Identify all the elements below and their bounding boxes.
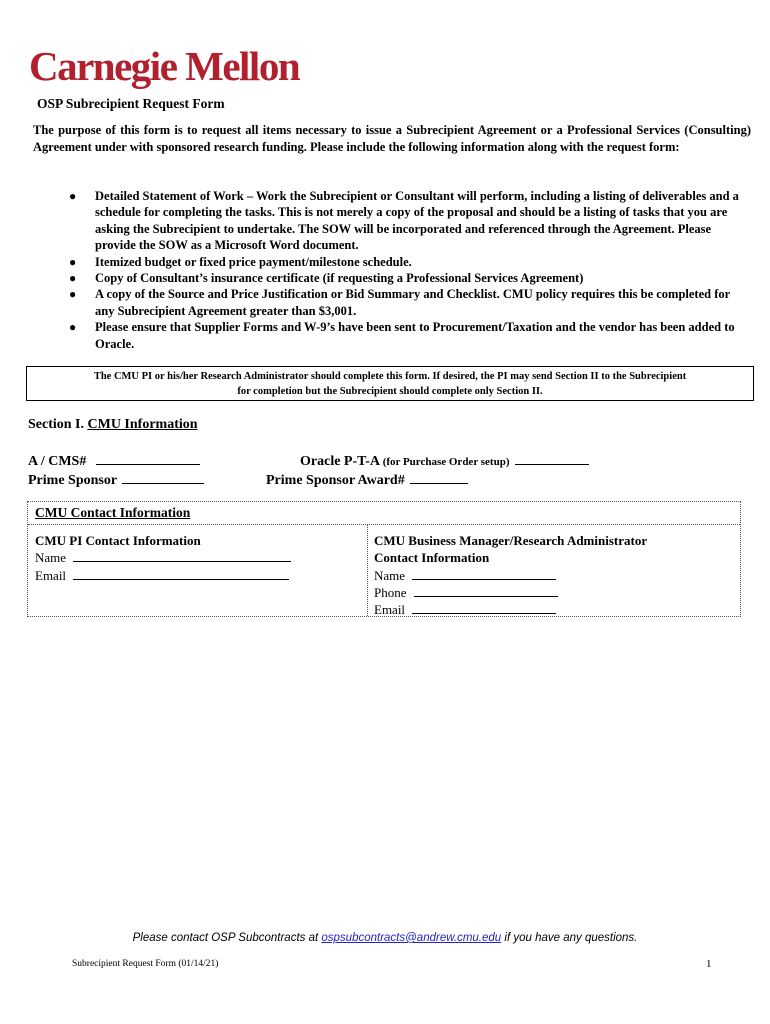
list-item-text: A copy of the Source and Price Justification or Bid Summary and Checklist. CMU policy requires this be completed for any Subrecipient Agreement greater than $3,001. (95, 287, 730, 318)
completion-notice (26, 366, 754, 401)
prime-sponsor-award-label: Prime Sponsor Award# (266, 473, 405, 488)
bm-phone-label: Phone (374, 584, 407, 600)
contact-info-header: CMU Contact Information (35, 505, 191, 520)
section-1-heading (28, 417, 198, 433)
bullet-icon: ● (69, 271, 77, 286)
bm-contact-title-line-1: CMU Business Manager/Research Administrator (374, 533, 648, 548)
pta-field (300, 452, 589, 470)
bm-email-row (374, 601, 647, 618)
bm-phone-input-line[interactable] (414, 584, 558, 597)
page-number: 1 (706, 958, 712, 970)
notice-line-1: The CMU PI or his/her Research Administrator should complete this form. If desired, the PI may send Section II to the Subrecipient (93, 371, 687, 382)
form-version: Subrecipient Request Form (01/14/21) (72, 959, 219, 969)
bm-contact-title-line-2: Contact Information (374, 550, 490, 566)
bm-name-label: Name (374, 567, 406, 583)
pi-contact-title: CMU PI Contact Information (35, 533, 201, 548)
pi-email-input-line[interactable] (73, 567, 289, 580)
prime-sponsor-input-line[interactable] (122, 471, 204, 484)
pi-name-row (35, 549, 291, 566)
footer-contact-suffix: if you have any questions. (504, 932, 638, 944)
pi-email-label: Email (35, 567, 67, 583)
pta-note: (for Purchase Order setup) (382, 456, 510, 468)
requirements-list (69, 188, 747, 352)
list-item (69, 270, 747, 286)
list-item-text: Copy of Consultant’s insurance certificate (if requesting a Professional Services Agreement) (95, 271, 584, 286)
acms-field (28, 452, 200, 470)
pi-email-row (35, 567, 291, 584)
list-item (69, 254, 747, 270)
acms-label: A / CMS# (28, 454, 87, 469)
list-item-text: Itemized budget or fixed price payment/milestone schedule. (95, 254, 412, 269)
bullet-icon: ● (69, 287, 77, 302)
list-item (69, 286, 747, 319)
form-title: OSP Subrecipient Request Form (37, 96, 225, 111)
bm-name-input-line[interactable] (412, 567, 556, 580)
intro-paragraph: The purpose of this form is to request all items necessary to issue a Subrecipient Agreement or a Professional Services (Consulting) Agreement under with sponsored research funding. Please include the following information along with the request form: (33, 123, 751, 154)
prime-sponsor-field (28, 471, 204, 489)
table-divider-horizontal (28, 524, 740, 525)
footer-contact-line (0, 932, 770, 944)
list-item-text: Please ensure that Supplier Forms and W-9’s have been sent to Procurement/Taxation and the vendor has been added to Oracle. (95, 320, 735, 351)
list-item-text: Detailed Statement of Work – Work the Subrecipient or Consultant will perform, including a listing of deliverables and a schedule for completing the tasks. This is not merely a copy of the proposal and should be a listing of tasks that you are asking the Subrecipient to undertake. The SOW will be incorporated and referenced through the Agreement. Please provide the SOW as a Microsoft Word document. (95, 189, 739, 253)
bullet-icon: ● (69, 254, 77, 269)
prime-sponsor-award-input-line[interactable] (410, 471, 468, 484)
pta-input-line[interactable] (515, 452, 589, 465)
bm-contact-column (374, 532, 647, 618)
contact-info-table (27, 501, 741, 617)
osp-email-link[interactable]: ospsubcontracts@andrew.cmu.edu (321, 932, 502, 944)
bm-phone-row (374, 584, 647, 601)
prime-sponsor-label: Prime Sponsor (28, 473, 117, 488)
pi-name-input-line[interactable] (73, 549, 291, 562)
list-item (69, 188, 747, 254)
list-item (69, 319, 747, 352)
bm-email-input-line[interactable] (412, 601, 556, 614)
pi-name-label: Name (35, 550, 67, 566)
pi-contact-column (35, 532, 291, 584)
acms-input-line[interactable] (96, 452, 200, 465)
cmu-logo: Carnegie Mellon (29, 43, 300, 89)
bullet-icon: ● (69, 189, 77, 203)
prime-sponsor-award-field (266, 471, 468, 489)
notice-line-2: for completion but the Subrecipient should complete only Section II. (237, 386, 543, 397)
table-divider-vertical (367, 524, 368, 616)
footer-contact-prefix: Please contact OSP Subcontracts at (132, 932, 319, 944)
pta-label: Oracle P-T-A (300, 454, 380, 469)
bm-email-label: Email (374, 602, 406, 618)
section-1-title: CMU Information (87, 417, 198, 432)
section-1-prefix: Section I. (28, 417, 84, 432)
bullet-icon: ● (69, 320, 77, 335)
bm-name-row (374, 567, 647, 584)
